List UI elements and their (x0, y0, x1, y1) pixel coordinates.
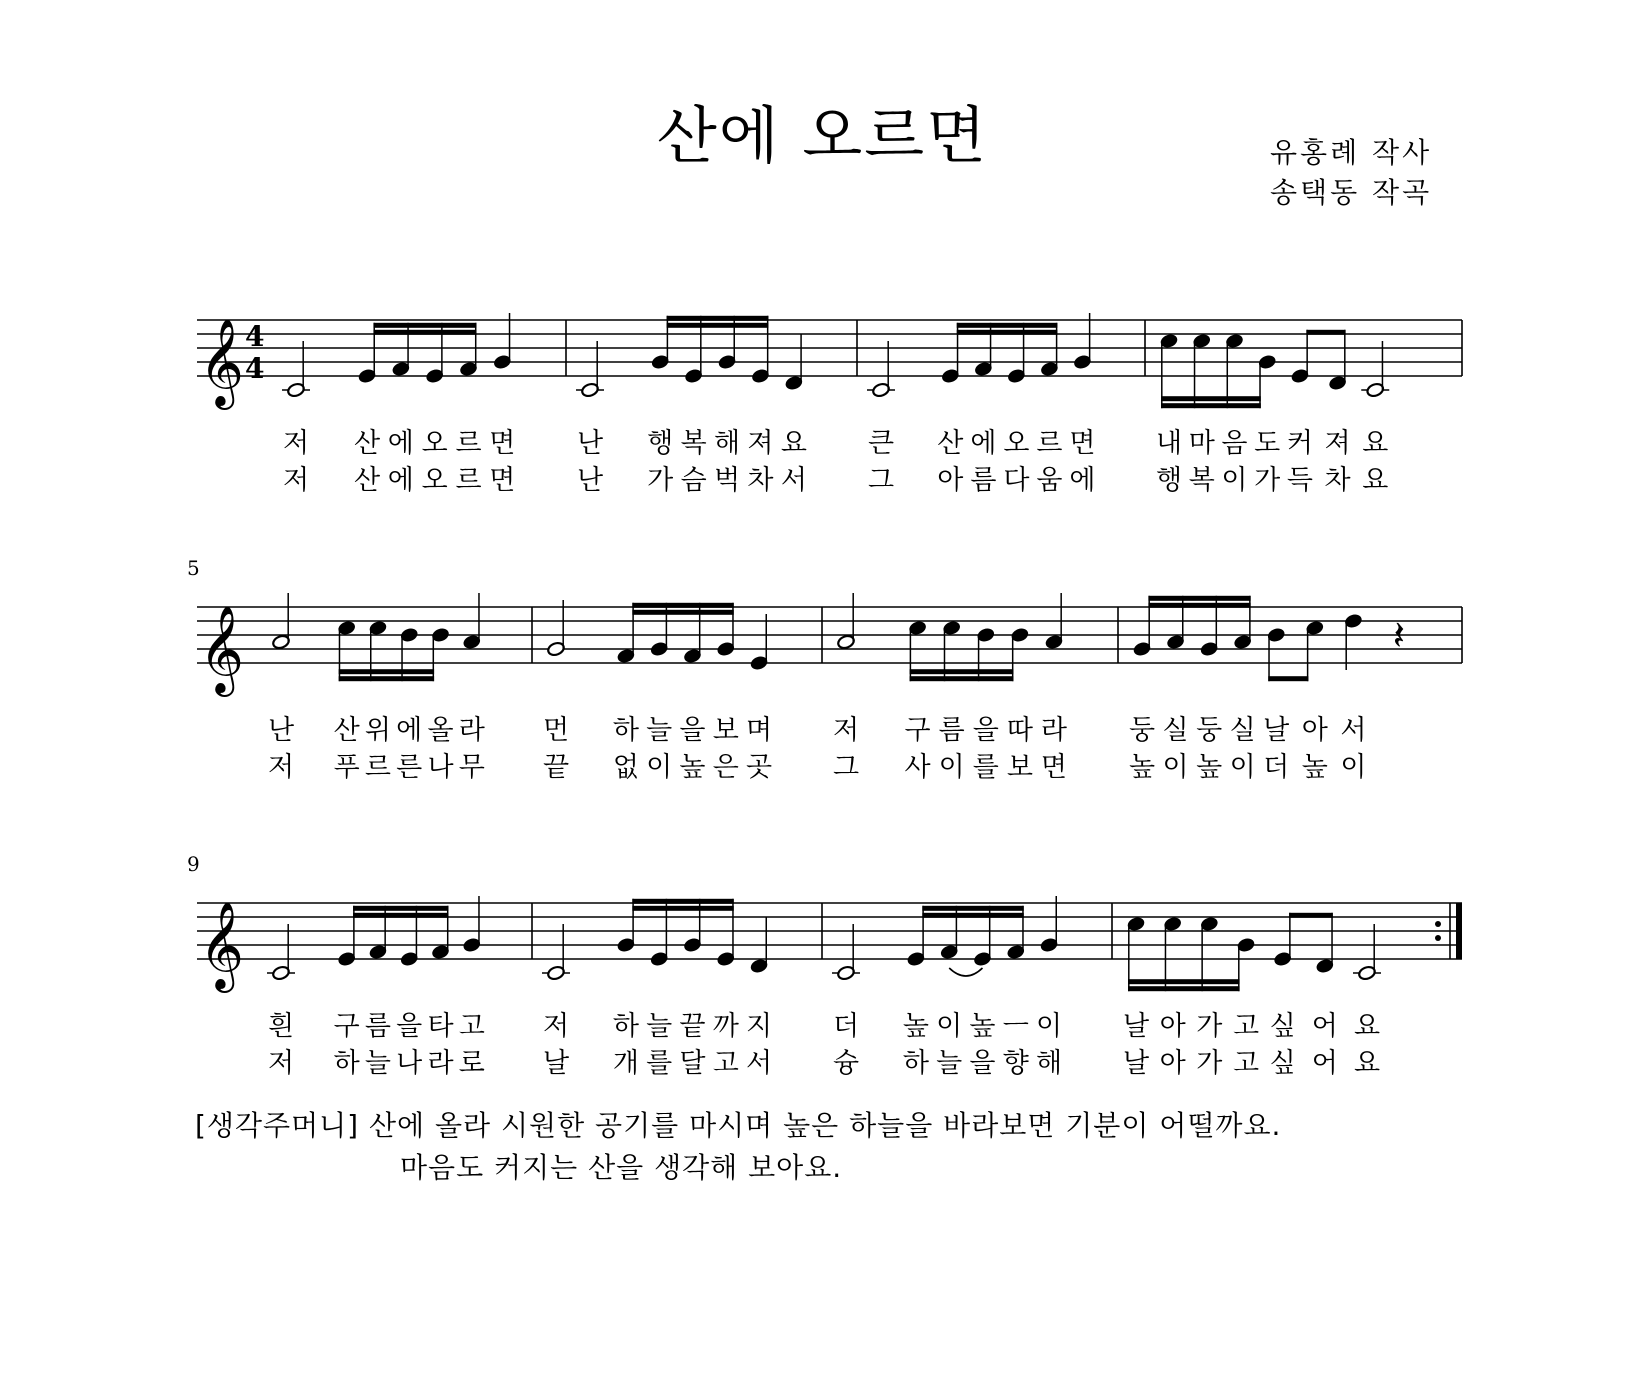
lyric-verse-2: 이 (938, 752, 965, 783)
lyric-verse-1: 난 (267, 715, 295, 746)
lyric-verse-1: 복 (680, 428, 707, 459)
lyric-verse-1: 날 (1122, 1011, 1150, 1042)
lyric-verse-1: 위 (364, 715, 391, 746)
lyric-verse-2: 늘 (364, 1048, 391, 1079)
lyric-verse-2: 에 (387, 465, 414, 496)
lyric-verse-2: 날 (542, 1048, 570, 1079)
lyric-verse-2: 서 (780, 465, 807, 496)
lyric-verse-1: 까 (712, 1011, 739, 1042)
lyric-verse-1: 저 (832, 715, 860, 746)
lyric-verse-1: 먼 (542, 715, 570, 746)
lyric-verse-1: 을 (679, 715, 706, 746)
lyric-verse-1: 날 (1263, 715, 1290, 746)
lyric-verse-2: 을 (969, 1048, 996, 1079)
lyric-verse-2: 나 (396, 1048, 423, 1079)
lyric-verse-2: 보 (1006, 752, 1033, 783)
lyric-verse-2: 사 (904, 752, 931, 783)
lyric-verse-1: 타 (427, 1011, 454, 1042)
lyric-verse-2: 날 (1122, 1048, 1150, 1079)
lyric-verse-1: 을 (972, 715, 999, 746)
lyric-verse-2: 움 (1036, 465, 1063, 496)
lyric-verse-2: 가 (1254, 465, 1281, 496)
lyric-verse-2: 없 (612, 752, 639, 783)
lyric-verse-2: 가 (1196, 1048, 1223, 1079)
lyric-verse-2: 요 (1362, 465, 1389, 496)
lyric-verse-2: 싶 (1269, 1048, 1296, 1079)
lyric-verse-1: 이 (1036, 1011, 1063, 1042)
lyric-verse-1: 실 (1162, 715, 1189, 746)
lyric-verse-1: 가 (1196, 1011, 1223, 1042)
lyric-verse-1: ㅡ (1002, 1011, 1029, 1042)
lyric-verse-1: 난 (576, 428, 604, 459)
lyric-verse-1: 요 (1362, 428, 1389, 459)
note-beam (1148, 603, 1250, 608)
lyric-verse-1: 도 (1254, 428, 1281, 459)
lyric-verse-2: 차 (1324, 465, 1351, 496)
lyric-verse-1: 늘 (646, 1011, 673, 1042)
time-signature-top: 4 (245, 320, 265, 353)
lyric-verse-2: 아 (1159, 1048, 1186, 1079)
note-beam (632, 610, 733, 615)
lyric-verse-2: 높 (1128, 752, 1156, 783)
note-beam (910, 669, 1014, 674)
lyric-verse-2: 름 (970, 465, 997, 496)
final-barline (1456, 903, 1462, 959)
note-beam (957, 323, 1058, 328)
treble-clef-icon: 𝄞 (199, 317, 244, 406)
lyric-verse-1: 면 (1069, 428, 1096, 459)
lyric-verse-2: 하 (902, 1048, 929, 1079)
lyric-verse-1: 높 (969, 1011, 996, 1042)
measure-number: 5 (187, 556, 200, 580)
lyric-verse-2: 오 (421, 465, 448, 496)
lyric-verse-2: 높 (1301, 752, 1328, 783)
note-beam (1268, 676, 1308, 681)
lyric-verse-1: 싶 (1269, 1011, 1296, 1042)
lyric-verse-1: 아 (1301, 715, 1328, 746)
note-beam (667, 323, 769, 328)
lyric-verse-2: 저 (267, 1048, 295, 1079)
time-signature-bottom: 4 (245, 352, 265, 385)
lyric-verse-1: 커 (1286, 428, 1313, 459)
repeat-dot (1435, 935, 1441, 941)
lyric-verse-1: 며 (746, 715, 773, 746)
note-beam (373, 323, 476, 328)
lyric-verse-1: 서 (1340, 715, 1367, 746)
lyric-verse-1: 라 (458, 715, 485, 746)
lyric-verse-1: 둥 (1128, 715, 1156, 746)
lyric-verse-2: 높 (1196, 752, 1223, 783)
lyric-verse-1: 늘 (646, 715, 673, 746)
note-beam (632, 906, 733, 911)
note-beam (1128, 986, 1240, 991)
staff-system-2 (187, 556, 1462, 783)
lyric-verse-1: 어 (1311, 1011, 1338, 1042)
note-beam (339, 669, 434, 674)
note-beam (1148, 596, 1250, 601)
note-beam (922, 906, 1023, 911)
lyric-verse-2: 면 (1040, 752, 1068, 783)
lyric-verse-2: 저 (282, 465, 310, 496)
lyric-verse-1: 요 (780, 428, 807, 459)
lyric-verse-1: 하 (612, 715, 639, 746)
lyric-verse-2: 해 (1036, 1048, 1063, 1079)
lyric-verse-1: 름 (938, 715, 965, 746)
lyric-verse-2: 저 (267, 752, 295, 783)
lyric-verse-2: 로 (458, 1048, 485, 1079)
lyric-verse-1: 에 (387, 428, 414, 459)
lyric-verse-1: 해 (713, 428, 741, 459)
lyric-verse-2: 이 (1229, 752, 1256, 783)
lyric-verse-2: 고 (712, 1048, 739, 1079)
lyric-verse-2: 르 (364, 752, 391, 783)
lyric-verse-1: 르 (1036, 428, 1063, 459)
lyric-verse-1: 구 (333, 1011, 360, 1042)
lyric-verse-1: 저 (542, 1011, 570, 1042)
lyric-verse-1: 요 (1353, 1011, 1381, 1042)
lyric-verse-2: 르 (455, 465, 482, 496)
lyric-verse-1: 산 (937, 428, 964, 459)
lyric-verse-2: 를 (646, 1048, 673, 1079)
lyric-verse-1: 고 (1232, 1011, 1260, 1042)
note-beam (1128, 979, 1240, 984)
lyric-verse-1: 오 (1003, 428, 1030, 459)
lyric-verse-2: 에 (1069, 465, 1096, 496)
composer-credit: 송택동 작곡 (1270, 176, 1433, 209)
treble-clef-icon: 𝄞 (199, 604, 244, 693)
note-beam (632, 603, 733, 608)
slur (949, 968, 982, 976)
lyric-verse-1: 이 (936, 1011, 963, 1042)
lyric-verse-1: 산 (333, 715, 360, 746)
lyric-verse-1: 에 (396, 715, 423, 746)
lyric-verse-1: 라 (1040, 715, 1068, 746)
lyric-verse-1: 내 (1155, 428, 1183, 459)
lyric-verse-2: 어 (1311, 1048, 1338, 1079)
note-beam (1306, 330, 1345, 335)
lyric-verse-2: 아 (937, 465, 964, 496)
lyric-verse-2: 은 (712, 752, 739, 783)
note-beam (339, 676, 434, 681)
lyric-verse-1: 름 (364, 1011, 391, 1042)
lyric-verse-2: 행 (1155, 465, 1183, 496)
lyric-verse-2: 슴 (680, 465, 707, 496)
lyric-verse-1: 마 (1188, 428, 1215, 459)
lyric-verse-2: 요 (1353, 1048, 1381, 1079)
lyric-verse-1: 올 (427, 715, 454, 746)
note-beam (632, 899, 733, 904)
lyric-verse-1: 을 (396, 1011, 423, 1042)
lyric-verse-1: 에 (970, 428, 997, 459)
lyric-verse-1: 끝 (679, 1011, 706, 1042)
lyric-verse-2: 늘 (936, 1048, 963, 1079)
lyric-verse-2: 른 (396, 752, 423, 783)
lyric-verse-1: 큰 (867, 428, 895, 459)
lyric-verse-1: 르 (455, 428, 482, 459)
lyric-verse-2: 이 (1340, 752, 1367, 783)
note-beam (1289, 913, 1333, 918)
song-title: 산에 오르면 (656, 99, 989, 172)
note-beam (1161, 403, 1261, 408)
lyric-verse-2: 하 (333, 1048, 360, 1079)
note-beam (922, 913, 1023, 918)
lyric-verse-1: 오 (421, 428, 448, 459)
lyric-verse-1: 실 (1229, 715, 1256, 746)
lyric-verse-1: 구 (904, 715, 931, 746)
lyric-verse-2: 향 (1002, 1048, 1029, 1079)
lyric-verse-2: 슝 (832, 1048, 860, 1079)
lyric-verse-1: 져 (1324, 428, 1351, 459)
lyric-verse-1: 져 (747, 428, 774, 459)
lyric-verse-2: 산 (353, 465, 381, 496)
lyric-verse-1: 하 (612, 1011, 639, 1042)
lyric-verse-2: 나 (427, 752, 454, 783)
note-beam (353, 906, 448, 911)
quarter-rest-icon: 𝄽 (1392, 613, 1405, 659)
thinking-pocket-line-1: [생각주머니] 산에 올라 시원한 공기를 마시며 높은 하늘을 바라보면 기분이 어떨까요. (195, 1109, 1282, 1142)
note-beam (373, 330, 476, 335)
lyric-verse-2: 무 (458, 752, 485, 783)
note-beam (667, 316, 769, 321)
lyric-verse-1: 행 (647, 428, 674, 459)
lyric-verse-2: 다 (1003, 465, 1030, 496)
lyric-verse-2: 개 (612, 1048, 639, 1079)
lyric-verse-2: 면 (489, 465, 516, 496)
lyric-verse-1: 흰 (267, 1011, 295, 1042)
lyric-verse-2: 더 (1263, 752, 1290, 783)
staff-system-3 (187, 852, 1462, 1079)
lyric-verse-1: 더 (832, 1011, 860, 1042)
lyric-verse-2: 고 (1232, 1048, 1260, 1079)
lyric-verse-2: 가 (647, 465, 674, 496)
lyric-verse-2: 를 (972, 752, 999, 783)
lyricist-credit: 유홍례 작사 (1270, 136, 1433, 169)
lyric-verse-2: 복 (1188, 465, 1215, 496)
lyric-verse-2: 득 (1286, 465, 1313, 496)
lyric-verse-2: 높 (679, 752, 706, 783)
lyric-verse-2: 차 (747, 465, 774, 496)
note-beam (910, 676, 1014, 681)
lyric-verse-2: 곳 (746, 752, 773, 783)
lyric-verse-1: 아 (1159, 1011, 1186, 1042)
lyric-verse-1: 보 (712, 715, 739, 746)
lyric-verse-2: 달 (679, 1048, 706, 1079)
lyric-verse-2: 이 (1221, 465, 1248, 496)
lyric-verse-1: 음 (1221, 428, 1248, 459)
lyric-verse-1: 둥 (1196, 715, 1223, 746)
lyric-verse-1: 고 (458, 1011, 485, 1042)
note-beam (1161, 396, 1261, 401)
lyric-verse-2: 서 (746, 1048, 773, 1079)
lyric-verse-2: 끝 (542, 752, 570, 783)
lyric-verse-2: 이 (1162, 752, 1189, 783)
staff-system-1 (197, 313, 1462, 496)
lyric-verse-1: 저 (282, 428, 310, 459)
repeat-dot (1435, 921, 1441, 927)
lyric-verse-2: 그 (867, 465, 895, 496)
note-beam (957, 330, 1058, 335)
lyric-verse-2: 이 (646, 752, 673, 783)
lyric-verse-2: 푸 (333, 752, 360, 783)
note-beam (353, 913, 448, 918)
lyric-verse-1: 산 (353, 428, 381, 459)
lyric-verse-2: 난 (576, 465, 604, 496)
measure-number: 9 (187, 852, 200, 876)
lyric-verse-2: 라 (427, 1048, 454, 1079)
lyric-verse-2: 그 (832, 752, 860, 783)
lyric-verse-2: 벅 (713, 465, 741, 496)
lyric-verse-1: 면 (489, 428, 516, 459)
lyric-verse-1: 따 (1006, 715, 1033, 746)
lyric-verse-1: 높 (902, 1011, 929, 1042)
thinking-pocket-line-2: 마음도 커지는 산을 생각해 보아요. (400, 1151, 843, 1184)
lyric-verse-1: 지 (746, 1011, 773, 1042)
treble-clef-icon: 𝄞 (199, 900, 244, 989)
